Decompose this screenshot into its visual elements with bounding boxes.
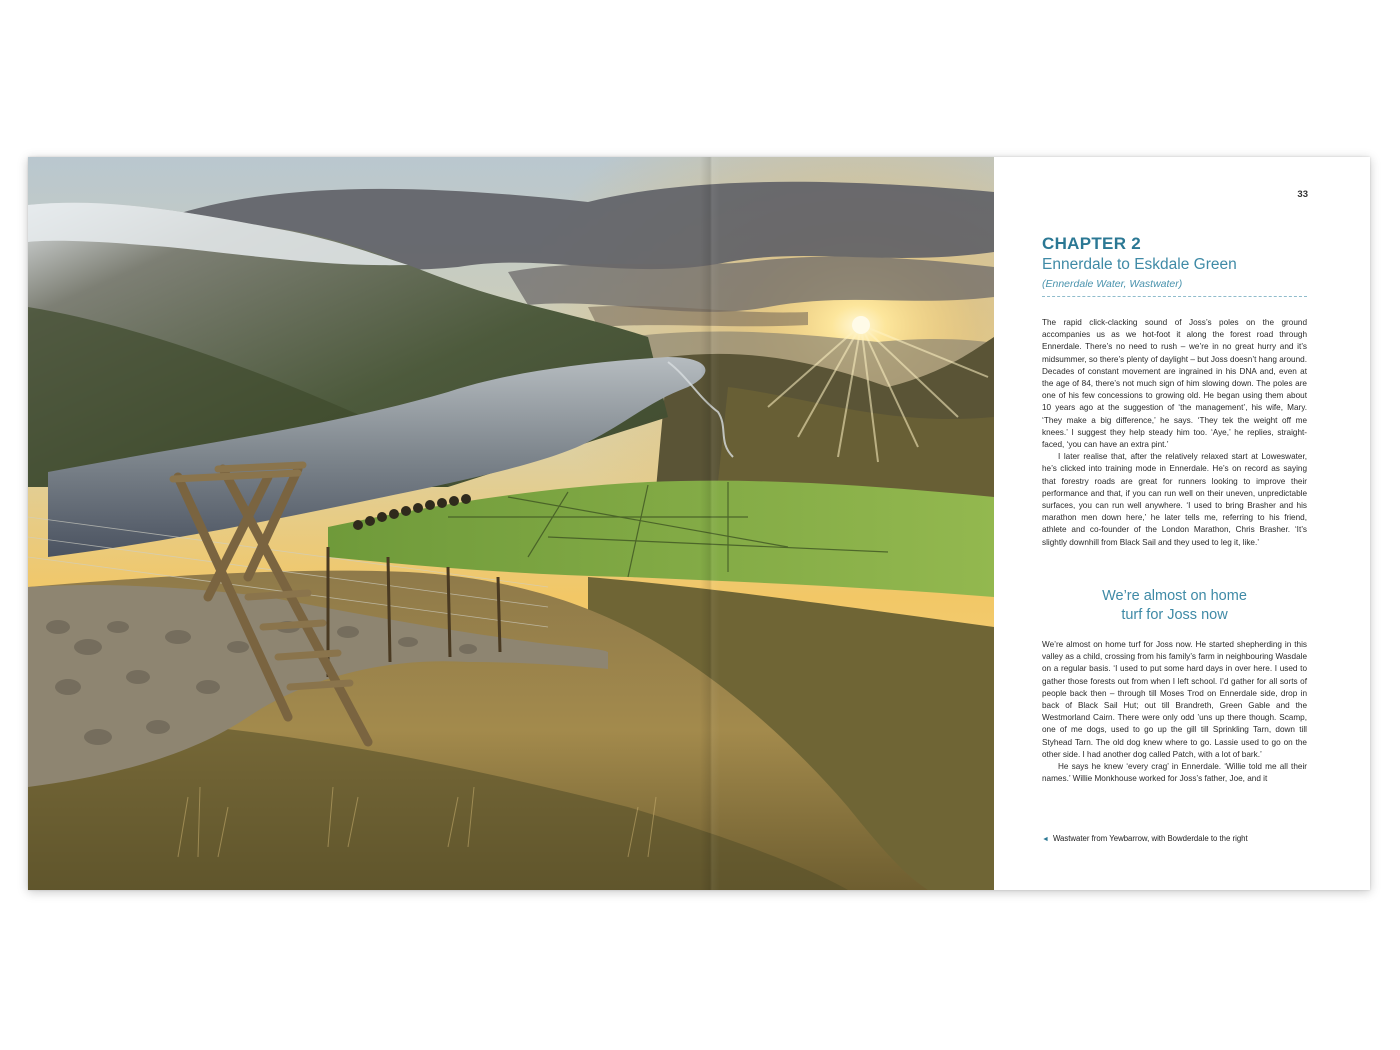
right-page [994,157,1370,890]
chapter-title: Ennerdale to Eskdale Green [1042,256,1237,273]
page-number: 33 [1297,189,1308,200]
pull-quote-line: turf for Joss now [1121,607,1228,623]
chapter-subtitle: (Ennerdale Water, Wastwater) [1042,278,1307,297]
paragraph: We’re almost on home turf for Joss now. He started shepherding in this valley as a child, crossing from his family’s farm in neighbouring Wasdale on a regular basis. ‘I used to put some hard days in over here. I used to gather those forests out from when I left school. I’d gather for all sorts of people back then – through till Moses Trod on Ennerdale side, drop in back of Black Sail Hut; out till Brandreth, Green Gable and the Westmorland Cairn. There were only odd ’uns up there though. Scamp, one of me dogs, used to go up the gill till Sprinkling Tarn, down till Styhead Tarn. The old dog knew where to go. Lassie used to go on the other side. I had another dog called Patch, with a lot of bark.’ [1042,640,1307,759]
caption-arrow-icon: ◄ [1042,836,1049,843]
photo-caption [1042,834,1342,843]
chapter-label: CHAPTER 2 [1042,234,1142,253]
wastwater-photo-illustration [28,157,994,890]
pull-quote [1042,587,1307,625]
paragraph: He says he knew ‘every crag’ in Ennerdale. ‘Willie told me all their names.’ Willie Monkhouse worked for Joss’s father, Joe, and it [1042,762,1307,784]
pull-quote-line: We’re almost on home [1102,588,1247,604]
caption-text: Wastwater from Yewbarrow, with Bowderdale to the right [1052,834,1248,843]
body-text-section-2 [1042,639,1307,785]
book-spread [28,157,1370,890]
paragraph: I later realise that, after the relatively relaxed start at Loweswater, he’s clicked into training mode in Ennerdale. He’s on record as saying that forestry roads are great for runners looking to improve their performance and that, if you can run well on their uneven, unpredictable surfaces, you can run well anywhere. ‘I used to bring Brasher and his marathon men down here,’ he later tells me, referring to his friend, athlete and co-founder of the London Marathon, Chris Brasher. ‘It’s slightly downhill from Black Sail and they used to leg it, like.’ [1042,452,1307,547]
landscape-photo [28,157,994,890]
chapter-heading [1042,234,1307,297]
paragraph: The rapid click-clacking sound of Joss’s poles on the ground accompanies us as we hot-foot it along the forest road through Ennerdale. There’s no need to rush – we’re in no great hurry and it’s midsummer, so there’s plenty of daylight – but Joss doesn’t hang around. Decades of constant movement are ingrained in his DNA and, even at the age of 84, there’s not much sign of him slowing down. The poles are one of his few concessions to growing old. He began using them about 10 years ago at the suggestion of ‘the management’, his wife, Mary. ‘They make a big difference,’ he says. ‘They tek the weight off me knees.’ I suggest they help steady him too. ‘Aye,’ he replies, straight-faced, ‘you can have an extra pint.’ [1042,318,1307,450]
body-text-section-1 [1042,317,1307,549]
